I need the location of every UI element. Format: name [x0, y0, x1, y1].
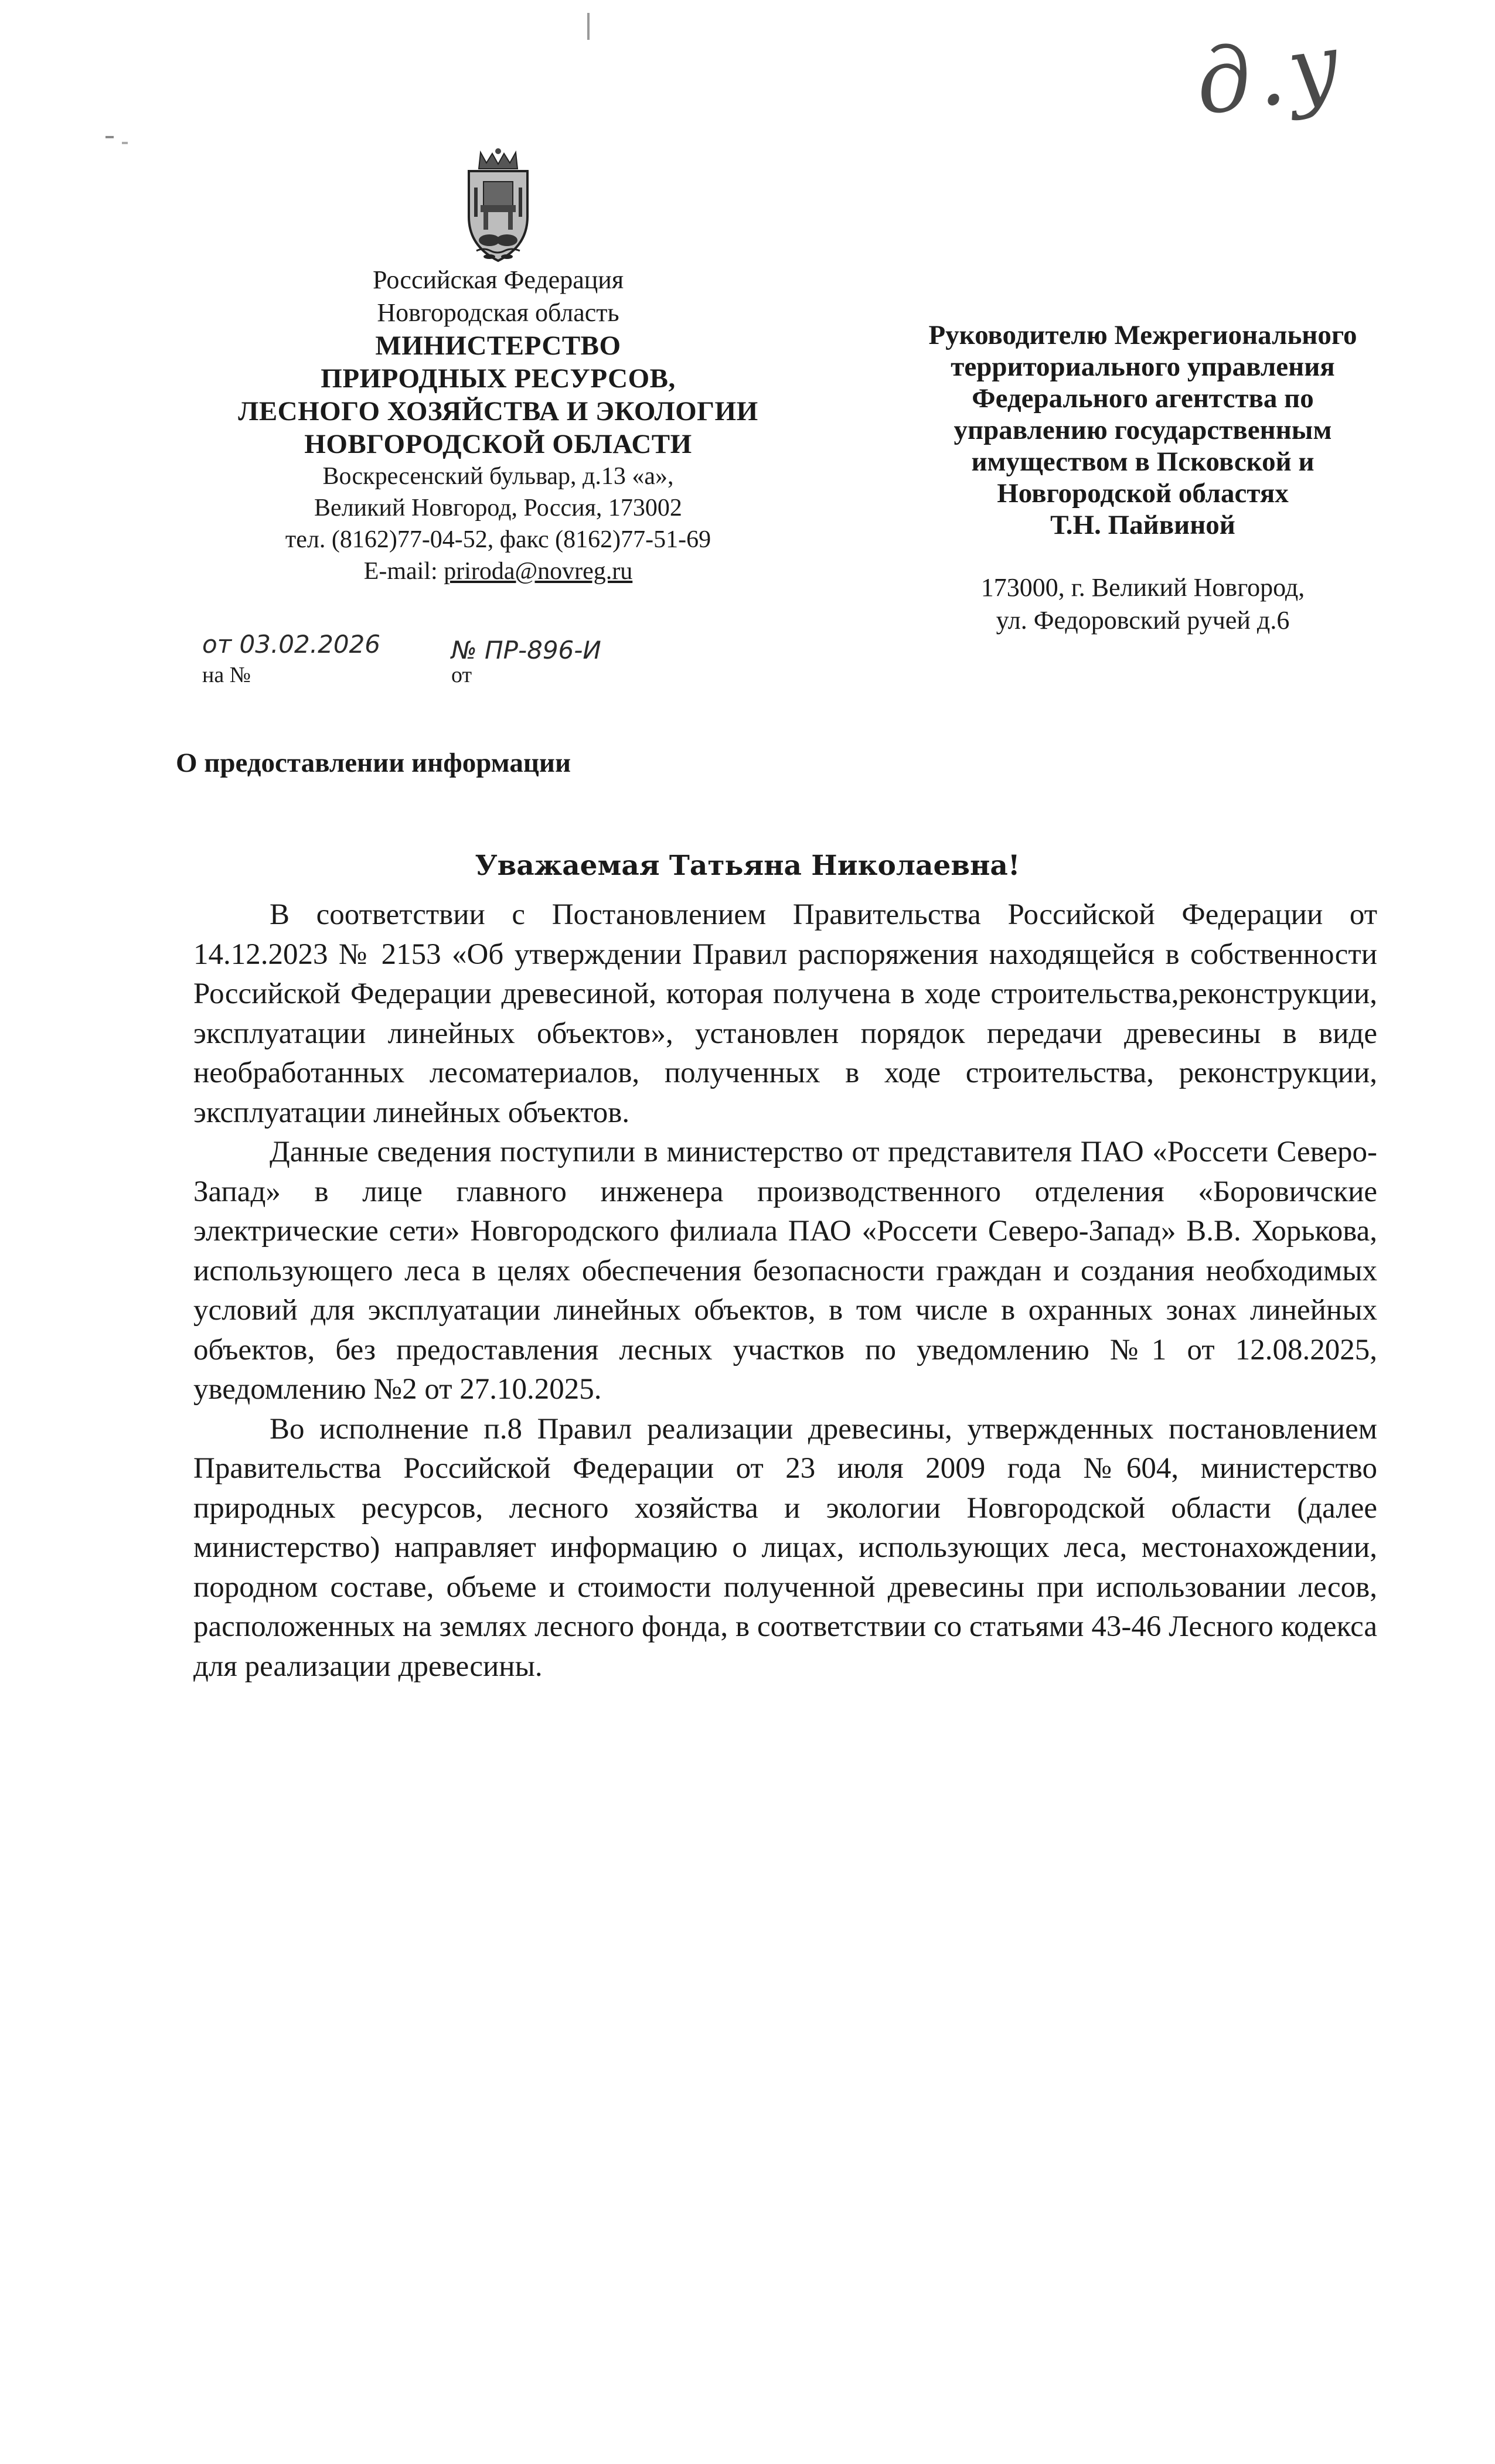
- sender-region: Новгородская область: [377, 298, 619, 327]
- letter-body: [193, 895, 1377, 1686]
- ministry-name-line: ЛЕСНОГО ХОЗЯЙСТВА И ЭКОЛОГИИ: [238, 396, 758, 427]
- sender-country: Российская Федерация: [372, 265, 624, 294]
- sender-email-row: [176, 555, 820, 587]
- incoming-number-label: на №: [202, 663, 251, 687]
- addressee-line: территориального управления: [951, 352, 1335, 382]
- addressee-line: Федерального агентства по: [972, 383, 1314, 414]
- sender-address-line: Великий Новгород, Россия, 173002: [314, 495, 682, 522]
- scan-mark: [122, 142, 128, 144]
- addressee-line: имуществом в Псковской и: [971, 447, 1314, 477]
- ministry-name-line: НОВГОРОДСКОЙ ОБЛАСТИ: [304, 429, 692, 459]
- sender-address-line: Воскресенский бульвар, д.13 «а»,: [322, 463, 674, 490]
- addressee-postal-address: [820, 571, 1465, 637]
- addressee-line: Новгородской областях: [997, 478, 1289, 509]
- scan-mark: [105, 136, 114, 138]
- addressee-line: Т.Н. Пайвиной: [1050, 510, 1235, 540]
- salutation: Уважаемая Татьяна Николаевна!: [475, 850, 1020, 882]
- ministry-name-line: ПРИРОДНЫХ РЕСУРСОВ,: [321, 363, 676, 394]
- outgoing-date-handwritten: от 03.02.2026: [202, 630, 380, 659]
- incoming-date-label: от: [451, 663, 472, 687]
- body-paragraph: В соответствии с Постановлением Правительства Российской Федерации от 14.12.2023 № 2153 «Об утверждении Правил распоряжения находящейся в собственности Российской Федерации древесиной, которая получена в ходе строительства,реконструкции, эксплуатации линейных объектов», установлен порядок передачи древесины в виде необработанных лесоматериалов, полученных в ходе строительства, реконструкции, эксплуатации линейных объектов.: [193, 898, 1377, 1129]
- postal-line: ул. Федоровский ручей д.6: [996, 606, 1290, 635]
- addressee-line: Руководителю Межрегионального: [928, 320, 1357, 350]
- scan-mark: [587, 13, 590, 40]
- email-link[interactable]: priroda@novreg.ru: [444, 558, 633, 585]
- sender-letterhead: [176, 264, 820, 587]
- ministry-name-line: МИНИСТЕРСТВО: [375, 330, 621, 361]
- body-paragraph: Во исполнение п.8 Правил реализации древесины, утвержденных постановлением Правительства Российской Федерации от 23 июля 2009 года №604, министерство природных ресурсов, лесного хозяйства и экологии Новгородской области (далее министерство) направляет информацию о лицах, использующих леса, местонахождении, породном составе, объеме и стоимости полученной древесины при использовании лесов, расположенных на землях лесного фонда, в соответствии со статьями 43-46 Лесного кодекса для реализации древесины.: [193, 1412, 1377, 1683]
- postal-line: 173000, г. Великий Новгород,: [980, 573, 1305, 602]
- outgoing-number-handwritten: № ПР-896-И: [451, 636, 601, 664]
- handwritten-resolution: д.у: [1189, 13, 1351, 135]
- body-paragraph: Данные сведения поступили в министерство от представителя ПАО «Россети Северо-Запад» в лице главного инженера производственного отделения «Боровичские электрические сети» Новгородского филиала ПАО «Россети Северо-Запад» В.В. Хорькова, использующего леса в целях обеспечения безопасности граждан и создания необходимых условий для эксплуатации линейных объектов, в том числе в охранных зонах линейных объектов, без предоставления лесных участков по уведомлению №1 от 12.08.2025, уведомлению №2 от 27.10.2025.: [193, 1136, 1377, 1406]
- coat-of-arms-icon: [448, 146, 548, 270]
- addressee-line: управлению государственным: [953, 415, 1332, 445]
- email-label: E-mail:: [363, 558, 438, 585]
- sender-phone: тел. (8162)77-04-52, факс (8162)77-51-69: [285, 526, 711, 553]
- letter-subject: О предоставлении информации: [176, 748, 571, 778]
- addressee-block: [820, 319, 1465, 637]
